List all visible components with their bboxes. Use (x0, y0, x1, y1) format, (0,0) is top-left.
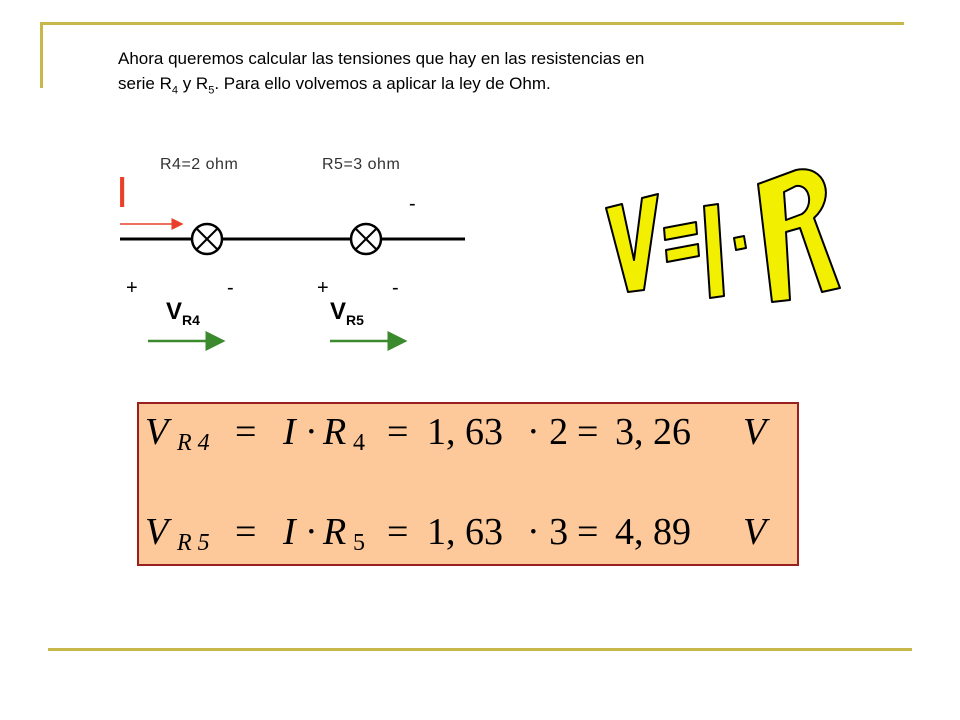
formula-box (137, 402, 799, 566)
intro-line-2-post: . Para ello volvemos a aplicar la ley de Ohm. (214, 74, 551, 93)
intro-line-2-pre: serie R (118, 74, 172, 93)
current-label: I (116, 168, 129, 217)
top-minus-sign: - (409, 193, 416, 215)
v-r4-label (166, 298, 200, 328)
intro-r5-sub: 5 (208, 84, 215, 97)
minus-sign-r5: - (392, 277, 399, 299)
f1-v-sub: R 4 (177, 430, 210, 456)
r5-label: R5=3 ohm (322, 156, 401, 173)
f1-r-sub: 4 (353, 430, 365, 456)
f1-num1: 1, 63 (427, 411, 503, 453)
intro-r4-sub: 4 (171, 84, 178, 97)
intro-line-1: Ahora queremos calcular las tensiones que hay en las resistencias en (118, 49, 645, 68)
f2-i: I (283, 511, 296, 553)
f2-r-sub: 5 (353, 530, 365, 556)
f1-eq3: = (577, 411, 599, 453)
lamp-r5-icon (351, 224, 381, 254)
plus-sign-r5: + (317, 277, 329, 299)
v-r5-label (330, 298, 364, 328)
plus-sign-r4: + (126, 277, 138, 299)
v-r5-sub: R5 (346, 311, 364, 328)
f2-result: 4, 89 (615, 511, 691, 553)
formula-row-r4 (139, 410, 799, 470)
f2-eq1: = (235, 511, 257, 553)
f1-factor: · 2 (527, 411, 569, 453)
ohm-law-wordart (600, 140, 860, 320)
f2-r: R (323, 511, 347, 553)
v-r4-sub: R4 (182, 311, 200, 328)
f2-eq3: = (577, 511, 599, 553)
v-r5-main: V (330, 298, 347, 325)
minus-sign-r4: - (227, 277, 234, 299)
f1-eq1: = (235, 411, 257, 453)
intro-line-2-mid: y R (177, 74, 209, 93)
f1-eq2: = (387, 411, 409, 453)
f1-v: V (145, 411, 169, 453)
f1-dot: · (305, 411, 318, 453)
f1-unit: V (743, 411, 767, 453)
formula-row-r5 (139, 510, 799, 570)
f2-v-sub: R 5 (177, 530, 210, 556)
f2-v: V (145, 511, 169, 553)
f2-unit: V (743, 511, 767, 553)
f2-factor: · 3 (527, 511, 569, 553)
r4-label: R4=2 ohm (160, 156, 239, 173)
f2-num1: 1, 63 (427, 511, 503, 553)
f1-i: I (283, 411, 296, 453)
f1-result: 3, 26 (615, 411, 691, 453)
f1-r: R (323, 411, 347, 453)
v-r4-main: V (166, 298, 183, 325)
f2-dot: · (305, 511, 318, 553)
lamp-r4-icon (192, 224, 222, 254)
f2-eq2: = (387, 511, 409, 553)
